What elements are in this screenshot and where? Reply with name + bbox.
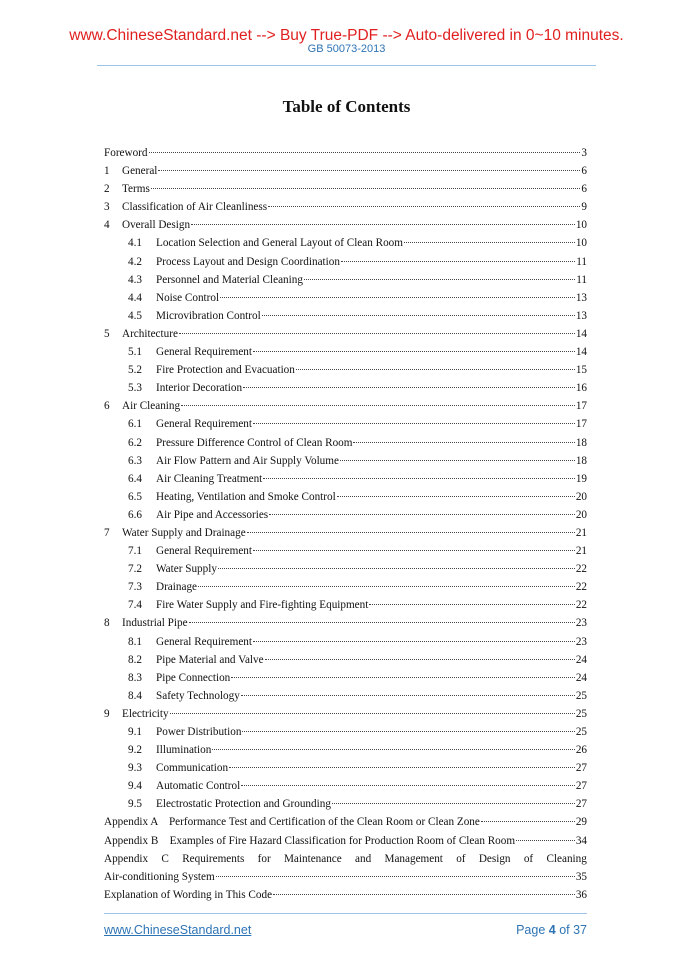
toc-leader-dots xyxy=(181,405,575,406)
toc-entry-number: 6 xyxy=(104,400,110,413)
toc-entry-word: Requirements xyxy=(182,852,245,865)
toc-entry-page: 25 xyxy=(575,707,587,720)
toc-entry-title: Terms xyxy=(122,183,150,196)
toc-leader-dots xyxy=(220,297,575,298)
toc-entry[interactable] xyxy=(104,144,587,162)
toc-entry-page: 25 xyxy=(575,689,587,702)
toc-entry-title: Water Supply xyxy=(156,563,217,576)
page-indicator xyxy=(516,923,587,937)
toc-entry-number: 4.3 xyxy=(128,273,142,286)
toc-entry-page: 35 xyxy=(575,870,587,883)
toc-entry-number: 9.3 xyxy=(128,762,142,775)
toc-entry-page: 6 xyxy=(581,165,587,178)
toc-leader-dots xyxy=(353,442,574,443)
toc-entry[interactable] xyxy=(104,669,587,687)
toc-entry-number: 9.2 xyxy=(128,744,142,757)
toc-leader-dots xyxy=(341,261,575,262)
toc-entry-word: of xyxy=(523,852,534,865)
toc-entry-number: 5 xyxy=(104,327,110,340)
toc-entry-page: 22 xyxy=(575,599,587,612)
toc-entry[interactable] xyxy=(104,506,587,524)
toc-entry-word: and xyxy=(355,852,372,865)
toc-leader-dots xyxy=(158,170,580,171)
header-divider xyxy=(97,65,596,66)
toc-leader-dots xyxy=(273,894,575,895)
toc-entry-number: 4.4 xyxy=(128,291,142,304)
toc-entry-number: 8 xyxy=(104,617,110,630)
toc-leader-dots xyxy=(243,387,575,388)
toc-entry[interactable] xyxy=(104,470,587,488)
toc-entry-title: General Requirement xyxy=(156,418,252,431)
toc-entry-page: 18 xyxy=(575,436,587,449)
toc-leader-dots xyxy=(296,369,575,370)
toc-entry-number: 8.3 xyxy=(128,671,142,684)
toc-entry[interactable] xyxy=(104,813,587,831)
toc-entry-number: 5.1 xyxy=(128,346,142,359)
toc-entry-number: 7.3 xyxy=(128,581,142,594)
toc-entry-word: Appendix xyxy=(104,852,149,865)
toc-entry-word: for xyxy=(257,852,271,865)
toc-entry-page: 27 xyxy=(575,762,587,775)
toc-entry-title: Explanation of Wording in This Code xyxy=(104,888,273,901)
toc-entry-explanation-of-wording[interactable] xyxy=(104,886,587,904)
toc-leader-dots xyxy=(265,659,575,660)
toc-entry-page: 25 xyxy=(575,726,587,738)
toc-entry-page: 18 xyxy=(575,454,587,467)
toc-entry[interactable] xyxy=(104,795,587,813)
toc-entry[interactable] xyxy=(104,180,587,198)
toc-entry-page: 10 xyxy=(575,237,587,250)
toc-entry[interactable] xyxy=(104,596,587,614)
toc-entry-page: 20 xyxy=(575,508,587,521)
toc-entry-page: 11 xyxy=(576,273,587,286)
toc-entry-page: 27 xyxy=(575,798,587,811)
toc-leader-dots xyxy=(231,677,575,678)
toc-entry-page: 36 xyxy=(575,888,587,901)
toc-entry[interactable] xyxy=(104,832,587,850)
toc-entry[interactable] xyxy=(104,759,587,777)
toc-entry-word: Maintenance xyxy=(283,852,342,865)
toc-leader-dots xyxy=(218,568,575,569)
toc-entry[interactable] xyxy=(104,578,587,596)
toc-entry[interactable] xyxy=(104,234,587,252)
toc-entry-title: Air Pipe and Accessories xyxy=(156,508,269,521)
page-of: of xyxy=(555,923,574,937)
toc-leader-dots xyxy=(247,532,575,533)
toc-entry[interactable] xyxy=(104,253,587,271)
toc-entry-page: 13 xyxy=(575,309,587,322)
standard-code: GB 50073-2013 xyxy=(307,43,386,55)
toc-entry[interactable] xyxy=(104,633,587,651)
toc-leader-dots xyxy=(242,731,574,732)
toc-entry-number: 7.1 xyxy=(128,545,142,558)
toc-leader-dots xyxy=(369,604,574,605)
toc-entry[interactable] xyxy=(104,777,587,795)
toc-entry-page: 29 xyxy=(575,816,587,829)
toc-entry[interactable] xyxy=(104,289,587,307)
toc-entry-title: Air Cleaning Treatment xyxy=(156,472,263,485)
toc-entry[interactable] xyxy=(104,741,587,759)
toc-entry-title: Microvibration Control xyxy=(156,309,261,322)
toc-entry-title: Location Selection and General Layout of Clean Room xyxy=(156,237,403,250)
toc-entry-number: 1 xyxy=(104,165,110,178)
toc-entry-title: Classification of Air Cleanliness xyxy=(122,201,268,214)
toc-entry-page: 24 xyxy=(575,653,587,666)
toc-entry-title: Fire Protection and Evacuation xyxy=(156,364,295,377)
toc-entry-number: 5.3 xyxy=(128,382,142,395)
toc-entry-page: 13 xyxy=(575,291,587,304)
toc-entry-number: 7 xyxy=(104,526,110,539)
toc-entry-title: Pipe Material and Valve xyxy=(156,653,264,666)
toc-entry-title: Process Layout and Design Coordination xyxy=(156,255,340,268)
toc-entry-page: 14 xyxy=(575,327,587,340)
toc-entry-page: 17 xyxy=(575,400,587,413)
toc-leader-dots xyxy=(253,641,575,642)
toc-entry-number: 9.4 xyxy=(128,780,142,793)
toc-leader-dots xyxy=(170,713,575,714)
toc-entry[interactable] xyxy=(104,198,587,216)
toc-entry-title: Noise Control xyxy=(156,291,220,304)
toc-leader-dots xyxy=(216,876,575,877)
toc-entry-word: Management xyxy=(384,852,443,865)
toc-entry-title: Pressure Difference Control of Clean Room xyxy=(156,436,353,449)
toc-entry-page: 19 xyxy=(575,472,587,485)
toc-entry-title: Interior Decoration xyxy=(156,382,243,395)
toc-entry-word: of xyxy=(456,852,466,865)
toc-entry-page: 3 xyxy=(581,147,587,159)
toc-entry-number: 7.4 xyxy=(128,599,142,612)
toc-leader-dots xyxy=(304,279,575,280)
toc-leader-dots xyxy=(149,152,581,153)
toc-entry-page: 14 xyxy=(575,346,587,359)
toc-entry-title: Appendix B Examples of Fire Hazard Classification for Production Room of Clean Room xyxy=(104,834,516,847)
toc-entry[interactable] xyxy=(104,524,587,542)
toc-leader-dots xyxy=(263,478,575,479)
toc-entry-page: 21 xyxy=(575,526,587,539)
toc-entry-number: 8.1 xyxy=(128,635,142,648)
toc-entry[interactable] xyxy=(104,452,587,470)
toc-entry[interactable] xyxy=(104,614,587,632)
toc-leader-dots xyxy=(269,514,575,515)
toc-entry[interactable] xyxy=(104,488,587,506)
toc-entry-page: 21 xyxy=(575,545,587,558)
toc-leader-dots xyxy=(191,224,575,225)
toc-entry-title: Foreword xyxy=(104,147,148,159)
toc-entry-list xyxy=(104,144,587,850)
page-prefix: Page xyxy=(516,923,549,937)
toc-entry-number: 6.6 xyxy=(128,508,142,521)
toc-leader-dots xyxy=(253,550,575,551)
toc-entry-page: 23 xyxy=(575,635,587,648)
toc-leader-dots xyxy=(332,803,575,804)
toc-entry-number: 4.1 xyxy=(128,237,142,250)
toc-entry-number: 2 xyxy=(104,183,110,196)
toc-entry[interactable] xyxy=(104,325,587,343)
toc-entry-page: 20 xyxy=(575,490,587,503)
toc-entry-title: Air-conditioning System xyxy=(104,870,215,883)
toc-entry-title: General Requirement xyxy=(156,346,252,359)
toc-leader-dots xyxy=(189,622,575,623)
toc-entry-title: Air Cleaning xyxy=(122,400,181,413)
toc-leader-dots xyxy=(212,749,575,750)
toc-entry-number: 3 xyxy=(104,201,110,214)
toc-entry-title: Pipe Connection xyxy=(156,671,231,684)
toc-entry-title: General Requirement xyxy=(156,635,252,648)
toc-entry-title: Illumination xyxy=(156,744,212,757)
toc-entry-page: 9 xyxy=(581,201,587,214)
toc-leader-dots xyxy=(337,496,575,497)
toc-leader-dots xyxy=(229,767,575,768)
footer-site-link[interactable]: www.ChineseStandard.net xyxy=(104,923,252,937)
toc-leader-dots xyxy=(481,821,575,822)
toc-entry[interactable] xyxy=(104,397,587,415)
toc-entry[interactable] xyxy=(104,651,587,669)
toc-entry[interactable] xyxy=(104,216,587,234)
toc-entry-number: 6.3 xyxy=(128,454,142,467)
toc-entry-number: 9.5 xyxy=(128,798,142,811)
toc-entry-title: Safety Technology xyxy=(156,689,240,702)
page-title: Table of Contents xyxy=(282,97,411,116)
toc-entry-page: 10 xyxy=(575,219,587,232)
toc-entry-number: 4 xyxy=(104,219,110,232)
toc-entry-number: 4.5 xyxy=(128,309,142,322)
toc-entry-page: 34 xyxy=(575,834,587,847)
toc-leader-dots xyxy=(404,242,575,243)
toc-entry-page: 23 xyxy=(575,617,587,630)
toc-leader-dots xyxy=(253,423,575,424)
footer-divider xyxy=(104,913,587,914)
toc-leader-dots xyxy=(241,785,575,786)
toc-entry-title: Heating, Ventilation and Smoke Control xyxy=(156,490,336,503)
toc-entry-number: 4.2 xyxy=(128,255,142,268)
toc-entry-page: 11 xyxy=(576,255,587,268)
toc-entry-page: 16 xyxy=(575,382,587,395)
toc-entry-word: Cleaning xyxy=(546,852,587,865)
toc-entry-title: Industrial Pipe xyxy=(122,617,188,630)
toc-entry[interactable] xyxy=(104,162,587,180)
toc-leader-dots xyxy=(179,333,575,334)
toc-entry-page: 15 xyxy=(575,364,587,377)
toc-entry-number: 7.2 xyxy=(128,563,142,576)
toc-entry-number: 6.2 xyxy=(128,436,142,449)
toc-entry-title: Drainage xyxy=(156,581,197,594)
toc-entry-page: 26 xyxy=(575,744,587,757)
toc-entry-title: Automatic Control xyxy=(156,780,241,793)
toc-entry-title: Architecture xyxy=(122,327,178,340)
toc-entry-number: 8.4 xyxy=(128,689,142,702)
toc-entry[interactable] xyxy=(104,379,587,397)
toc-entry[interactable] xyxy=(104,271,587,289)
toc-entry-title: General Requirement xyxy=(156,545,252,558)
toc-leader-dots xyxy=(268,206,580,207)
toc-leader-dots xyxy=(198,586,575,587)
toc-entry-appendix-c-line1[interactable] xyxy=(104,850,587,868)
page-current: 4 xyxy=(548,923,556,937)
toc-entry[interactable] xyxy=(104,307,587,325)
toc-entry-title: Personnel and Material Cleaning xyxy=(156,273,303,286)
toc-entry[interactable] xyxy=(104,723,587,741)
toc-entry-number: 6.4 xyxy=(128,472,142,485)
toc-entry-word: C xyxy=(161,852,169,865)
toc-leader-dots xyxy=(253,351,575,352)
toc-entry[interactable] xyxy=(104,343,587,361)
toc-entry[interactable] xyxy=(104,361,587,379)
toc-leader-dots xyxy=(241,695,575,696)
toc-entry-title: Water Supply and Drainage xyxy=(122,526,246,539)
toc-entry-page: 22 xyxy=(575,581,587,594)
toc-entry-number: 6.5 xyxy=(128,490,142,503)
toc-entry-number: 9 xyxy=(104,707,110,720)
toc-entry-title: Overall Design xyxy=(122,219,191,232)
table-of-contents xyxy=(104,144,587,904)
toc-entry[interactable] xyxy=(104,542,587,560)
toc-entry-title: General xyxy=(122,165,158,178)
toc-entry-title: Electrostatic Protection and Grounding xyxy=(156,798,331,811)
toc-entry-word: Design xyxy=(478,852,511,865)
toc-entry[interactable] xyxy=(104,687,587,705)
toc-entry-appendix-c-line2[interactable] xyxy=(104,868,587,886)
toc-entry-page: 6 xyxy=(581,183,587,196)
toc-entry-number: 8.2 xyxy=(128,653,142,666)
toc-leader-dots xyxy=(340,460,575,461)
toc-entry-page: 27 xyxy=(575,780,587,793)
toc-entry[interactable] xyxy=(104,434,587,452)
toc-entry-title: Communication xyxy=(156,762,229,775)
toc-entry-number: 6.1 xyxy=(128,418,142,431)
page-total: 37 xyxy=(573,923,587,937)
toc-entry-page: 22 xyxy=(575,563,587,576)
toc-entry[interactable] xyxy=(104,560,587,578)
toc-entry[interactable] xyxy=(104,415,587,433)
toc-entry-page: 17 xyxy=(575,418,587,431)
toc-entry[interactable] xyxy=(104,705,587,723)
toc-leader-dots xyxy=(151,188,581,189)
toc-entry-title: Fire Water Supply and Fire-fighting Equipment xyxy=(156,599,369,612)
toc-entry-title: Air Flow Pattern and Air Supply Volume xyxy=(156,454,339,467)
toc-entry-title: Electricity xyxy=(122,707,169,720)
toc-entry-title: Appendix A Performance Test and Certification of the Clean Room or Clean Zone xyxy=(104,816,480,829)
toc-entry-title: Power Distribution xyxy=(156,726,242,738)
toc-entry-number: 5.2 xyxy=(128,364,142,377)
purchase-banner-link[interactable]: www.ChineseStandard.net --> Buy True-PDF --> Auto-delivered in 0~10 minutes. xyxy=(69,27,624,44)
toc-entry-number: 9.1 xyxy=(128,726,142,738)
toc-leader-dots xyxy=(516,840,575,841)
toc-entry-page: 24 xyxy=(575,671,587,684)
toc-leader-dots xyxy=(262,315,575,316)
